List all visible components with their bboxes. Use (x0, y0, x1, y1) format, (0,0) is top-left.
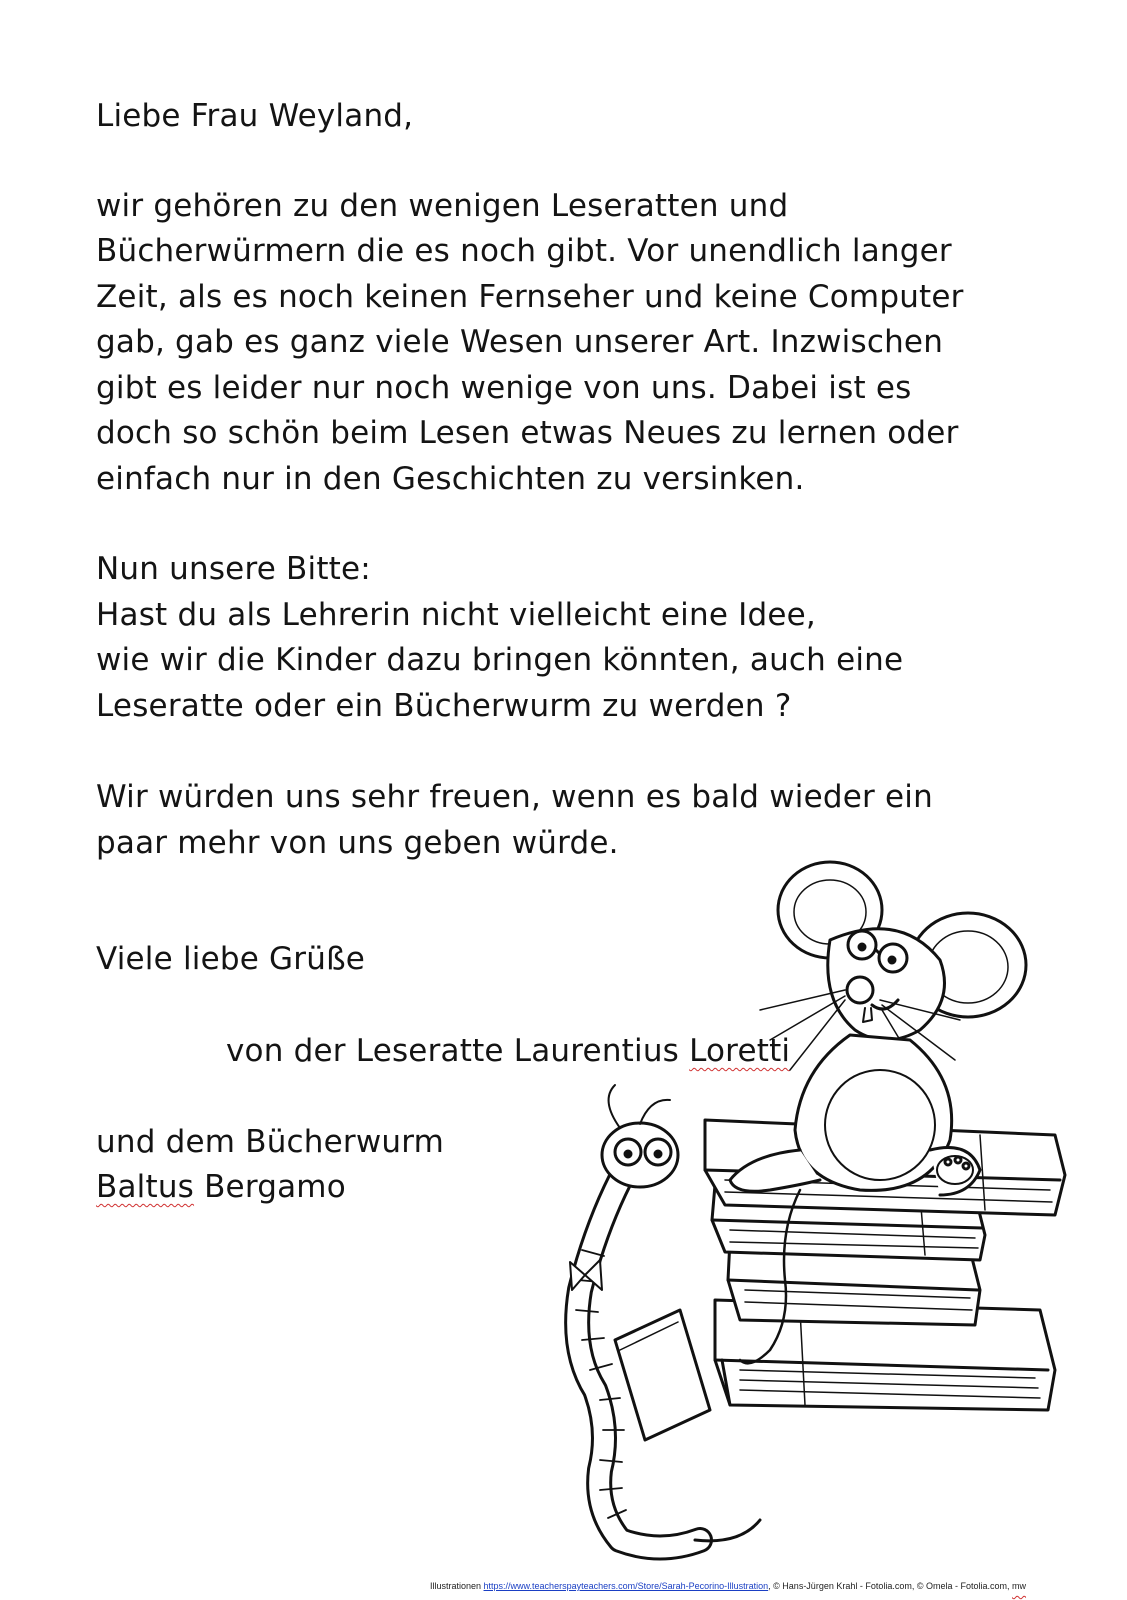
request-line: Leseratte oder ein Bücherwurm zu werden ? (96, 688, 792, 724)
wish-line: paar mehr von uns geben würde. (96, 825, 619, 861)
signature-worm-line: und dem Bücherwurm (96, 1124, 445, 1160)
request-line: wie wir die Kinder dazu bringen könnten, auch eine (96, 642, 904, 678)
credits-rest: , © Hans-Jürgen Krahl - Fotolia.com, © Omela - Fotolia.com, (768, 1581, 1013, 1591)
greeting: Liebe Frau Weyland, (96, 98, 414, 134)
paragraph-line: gibt es leider nur noch wenige von uns. Dabei ist es (96, 370, 912, 406)
paragraph-line: einfach nur in den Geschichten zu versinken. (96, 461, 805, 497)
rat-surname: Loretti (689, 1033, 791, 1069)
paragraph-line: gab, gab es ganz viele Wesen unserer Art. Inzwischen (96, 324, 944, 360)
signature-rat-prefix: von der Leseratte Laurentius (226, 1033, 690, 1069)
signature-worm-name (96, 1164, 346, 1210)
rat-and-bookworm-illustration (500, 850, 1100, 1580)
worm-surname: Bergamo (194, 1169, 346, 1205)
wish-line: Wir würden uns sehr freuen, wenn es bald wieder ein (96, 779, 933, 815)
paragraph-line: doch so schön beim Lesen etwas Neues zu lernen oder (96, 415, 959, 451)
credits-label: Illustrationen (430, 1581, 484, 1591)
credits-link[interactable]: https://www.teacherspayteachers.com/Store/Sarah-Pecorino-Illustration (483, 1581, 769, 1591)
worm-firstname: Baltus (96, 1169, 195, 1205)
credits-initials: mw (1012, 1581, 1027, 1591)
paragraph-line: wir gehören zu den wenigen Leseratten und (96, 188, 789, 224)
illustration-credits (430, 1580, 1120, 1592)
paragraph-line: Bücherwürmern die es noch gibt. Vor unendlich langer (96, 233, 952, 269)
request-heading: Nun unsere Bitte: (96, 551, 371, 587)
closing: Viele liebe Grüße (96, 941, 366, 977)
paragraph-line: Zeit, als es noch keinen Fernseher und keine Computer (96, 279, 964, 315)
request-line: Hast du als Lehrerin nicht vielleicht eine Idee, (96, 597, 816, 633)
